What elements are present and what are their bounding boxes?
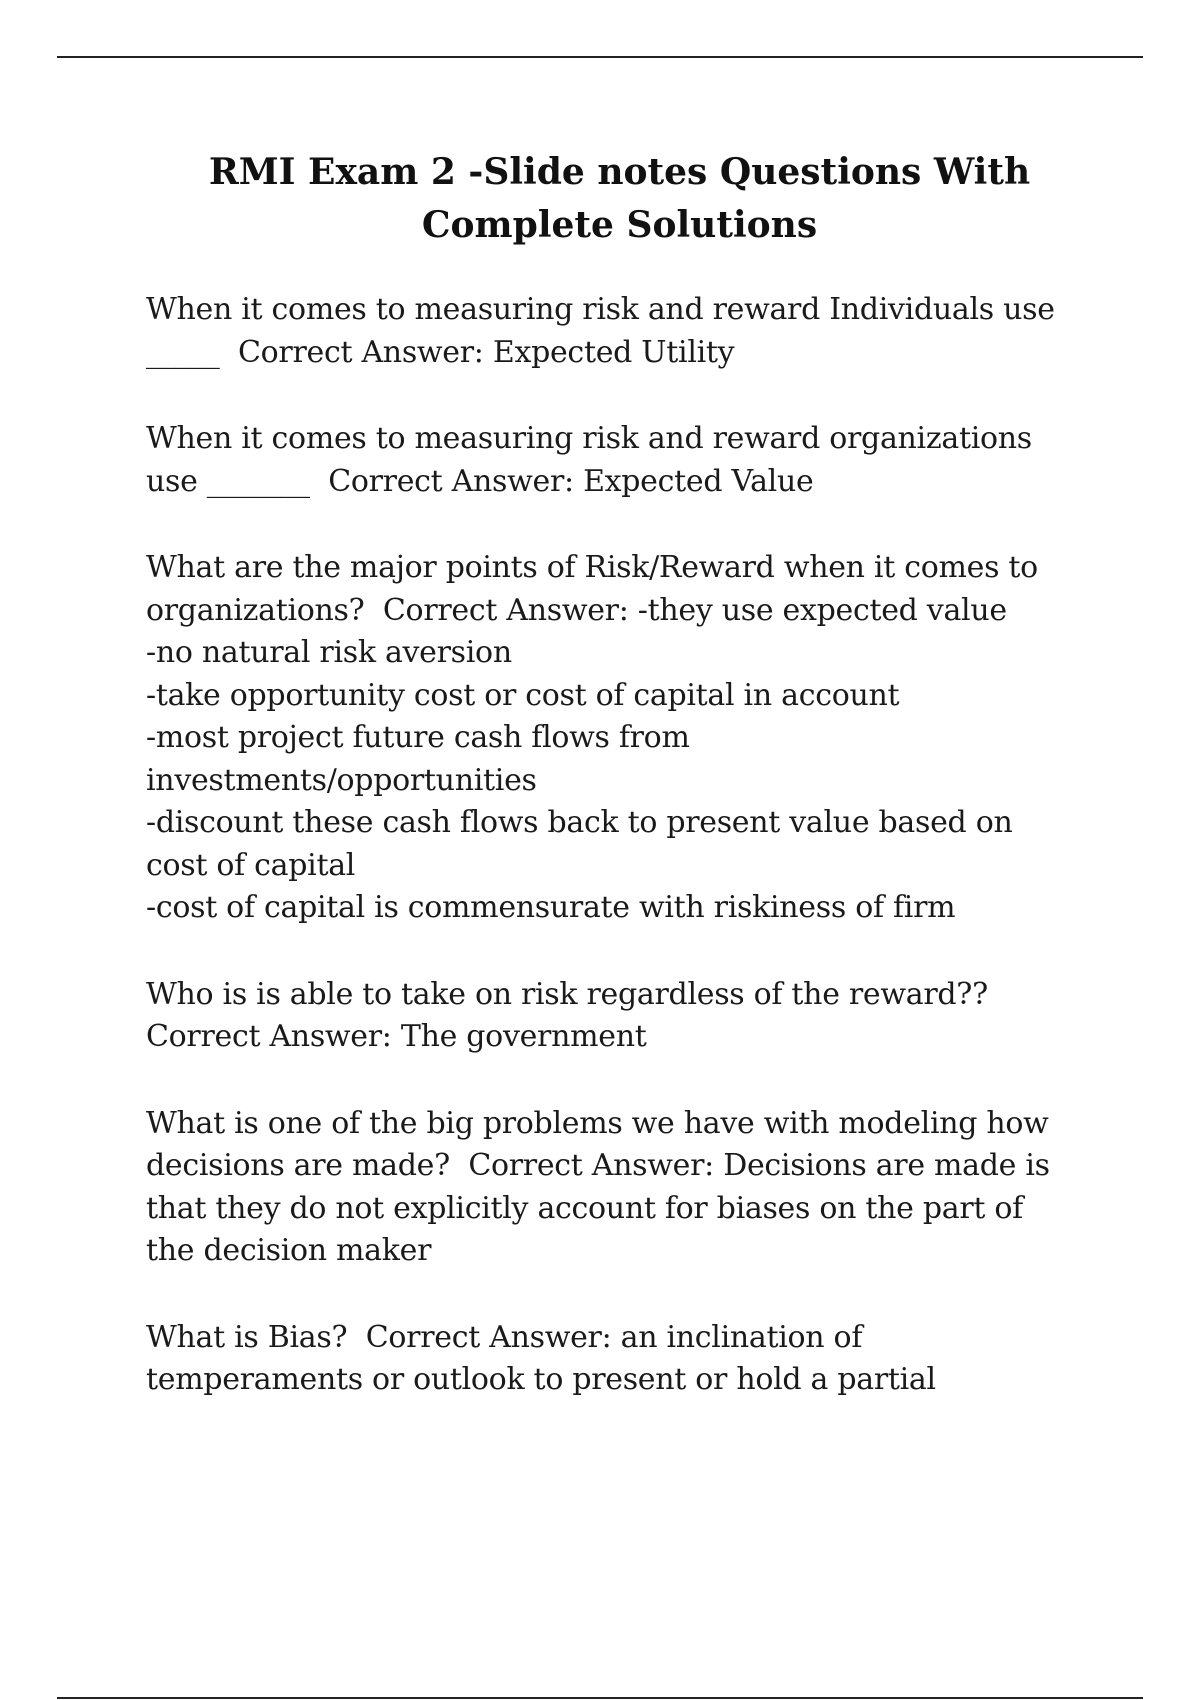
answer-text: -cost of capital is commensurate with riskiness of firm (146, 890, 956, 925)
answer-label: Correct Answer: (328, 463, 574, 499)
qa-item (146, 1103, 1146, 1273)
question-text: What is Bias? (146, 1319, 348, 1355)
answer-text: -take opportunity cost or cost of capital in account (146, 677, 900, 713)
question-text: What are the major points of Risk/Reward when it comes to (146, 550, 1038, 585)
answer-label: Correct Answer: (382, 592, 629, 628)
answer-text: temperaments or outlook to present or hold a partial (146, 1362, 936, 1397)
qa-list (146, 289, 1146, 1446)
bottom-rule (57, 1697, 1143, 1699)
answer-text: an inclination of (620, 1319, 863, 1355)
answer-text: -no natural risk aversion (146, 635, 512, 670)
question-text: When it comes to measuring risk and reward Individuals use (146, 292, 1055, 327)
question-text: Who is is able to take on risk regardless of the reward?? (146, 976, 988, 1012)
answer-text: the decision maker (146, 1233, 432, 1268)
question-text: decisions are made? (146, 1148, 450, 1183)
answer-text: investments/opportunities (146, 762, 537, 798)
page-title (120, 146, 1119, 252)
answer-text: -most project future cash flows from (146, 720, 690, 755)
answer-text: The government (400, 1019, 647, 1054)
question-text: What is one of the big problems we have with modeling how (146, 1105, 1049, 1141)
answer-text: that they do not explicitly account for biases on the part of (146, 1190, 1023, 1226)
qa-item (146, 418, 1146, 503)
qa-item (146, 974, 1146, 1059)
answer-label: Correct Answer: (365, 1319, 612, 1355)
answer-text: Expected Utility (492, 334, 735, 370)
question-text: When it comes to measuring risk and reward organizations (146, 421, 1032, 456)
answer-text: -they use expected value (637, 592, 1007, 628)
answer-text: cost of capital (146, 847, 356, 883)
answer-label: Correct Answer: (468, 1148, 714, 1183)
answer-text: Decisions are made is (723, 1148, 1050, 1183)
title-line-2: Complete Solutions (421, 204, 818, 246)
question-text: _____ (146, 334, 220, 370)
title-line-1: RMI Exam 2 -Slide notes Questions With (208, 151, 1031, 193)
question-text: use _______ (146, 463, 310, 499)
top-rule (57, 56, 1143, 58)
qa-item (146, 1317, 1146, 1402)
answer-text: Expected Value (583, 463, 814, 499)
qa-item (146, 547, 1146, 930)
answer-label: Correct Answer: (146, 1019, 392, 1054)
answer-label: Correct Answer: (238, 334, 484, 370)
answer-text: -discount these cash flows back to present value based on (146, 805, 1013, 840)
question-text: organizations? (146, 592, 365, 628)
qa-item (146, 289, 1146, 374)
